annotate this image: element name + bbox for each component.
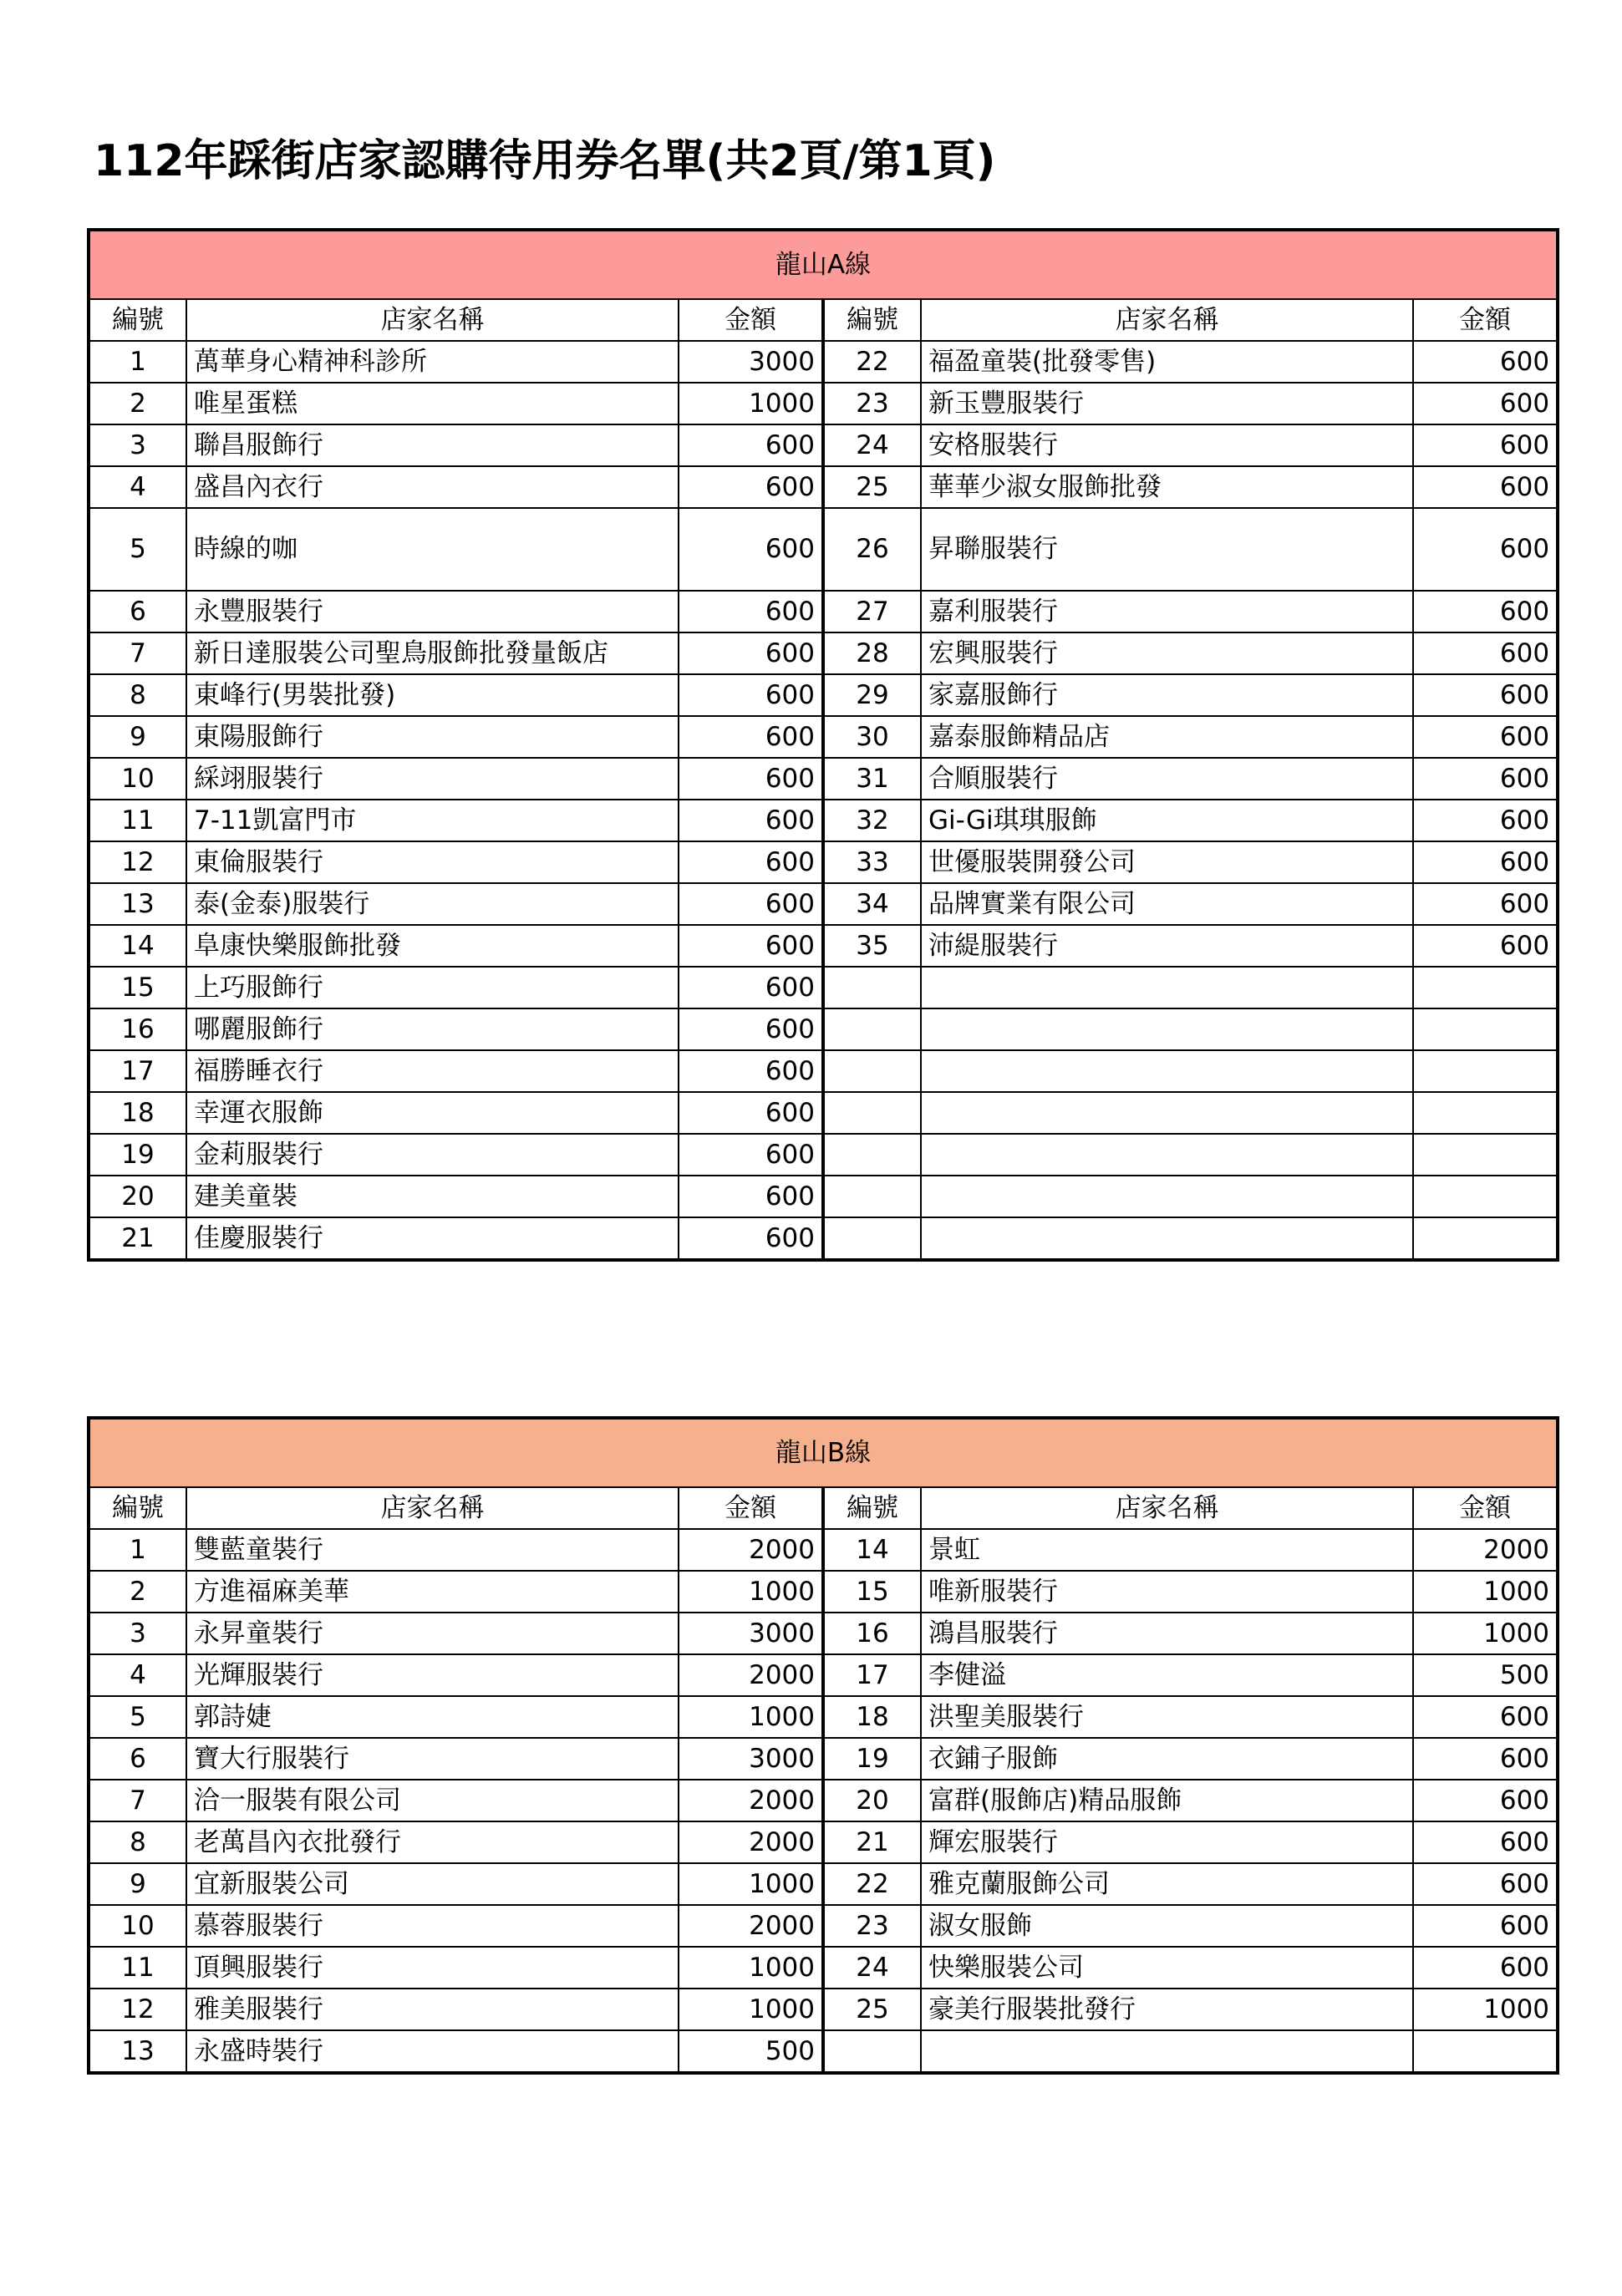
store-name: 永昇童裝行: [186, 1613, 679, 1654]
empty-cell: [921, 1092, 1413, 1134]
store-name: 品牌實業有限公司: [921, 883, 1413, 925]
table-row: [89, 1989, 1558, 2030]
entry-amount: 3000: [679, 1738, 823, 1780]
store-name: 福盈童裝(批發零售): [921, 341, 1413, 383]
empty-cell: [1413, 1008, 1558, 1050]
entry-amount: 2000: [1413, 1529, 1558, 1571]
entry-amount: 600: [679, 967, 823, 1008]
table-row: [89, 758, 1558, 800]
table-row: [89, 1092, 1558, 1134]
store-name: 世優服裝開發公司: [921, 841, 1413, 883]
store-name: 唯新服裝行: [921, 1571, 1413, 1613]
store-name: 沛緹服裝行: [921, 925, 1413, 967]
entry-number: 22: [823, 1863, 921, 1905]
entry-amount: 600: [679, 674, 823, 716]
entry-amount: 600: [1413, 1821, 1558, 1863]
entry-amount: 600: [1413, 466, 1558, 508]
entry-number: 5: [89, 1696, 186, 1738]
table-row: [89, 2030, 1558, 2073]
store-name: 東陽服飾行: [186, 716, 679, 758]
entry-number: 17: [823, 1654, 921, 1696]
table-row: [89, 591, 1558, 632]
entry-amount: 600: [679, 841, 823, 883]
store-name: 盛昌內衣行: [186, 466, 679, 508]
entry-number: 25: [823, 1989, 921, 2030]
store-name: 安格服裝行: [921, 424, 1413, 466]
store-name: 雅美服裝行: [186, 1989, 679, 2030]
entry-number: 13: [89, 2030, 186, 2073]
entry-amount: 600: [1413, 424, 1558, 466]
entry-amount: 600: [1413, 1780, 1558, 1821]
entry-amount: 600: [1413, 716, 1558, 758]
store-name: 宏興服裝行: [921, 632, 1413, 674]
entry-number: 18: [823, 1696, 921, 1738]
header-name: 店家名稱: [186, 1487, 679, 1529]
entry-number: 10: [89, 1905, 186, 1947]
entry-amount: 3000: [679, 341, 823, 383]
entry-amount: 1000: [1413, 1613, 1558, 1654]
store-name: 光輝服裝行: [186, 1654, 679, 1696]
entry-number: 6: [89, 1738, 186, 1780]
entry-amount: 600: [1413, 925, 1558, 967]
entry-number: 14: [823, 1529, 921, 1571]
entry-number: 16: [89, 1008, 186, 1050]
store-name: 阜康快樂服飾批發: [186, 925, 679, 967]
entry-number: 1: [89, 341, 186, 383]
entry-amount: 600: [1413, 758, 1558, 800]
store-name: 嘉泰服飾精品店: [921, 716, 1413, 758]
entry-amount: 1000: [679, 1696, 823, 1738]
entry-amount: 600: [679, 508, 823, 591]
entry-amount: 600: [679, 925, 823, 967]
header-amount: 金額: [679, 1487, 823, 1529]
section-title: 龍山A線: [89, 230, 1558, 299]
header-no: 編號: [823, 1487, 921, 1529]
table-row: [89, 800, 1558, 841]
entry-number: 9: [89, 716, 186, 758]
empty-cell: [921, 2030, 1413, 2073]
table-row: [89, 1654, 1558, 1696]
store-name: 慕蓉服裝行: [186, 1905, 679, 1947]
table-body: [89, 1529, 1558, 2073]
entry-number: 18: [89, 1092, 186, 1134]
empty-cell: [823, 1217, 921, 1260]
entry-amount: 600: [1413, 1947, 1558, 1989]
entry-amount: 600: [1413, 800, 1558, 841]
entry-amount: 2000: [679, 1780, 823, 1821]
entry-number: 33: [823, 841, 921, 883]
store-name: 新日達服裝公司聖鳥服飾批發量飯店: [186, 632, 679, 674]
store-name: 輝宏服裝行: [921, 1821, 1413, 1863]
store-name: 建美童裝: [186, 1176, 679, 1217]
entry-number: 10: [89, 758, 186, 800]
entry-number: 30: [823, 716, 921, 758]
store-name: 7-11凱富門市: [186, 800, 679, 841]
section-a-table: [87, 228, 1559, 1262]
store-name: 家嘉服飾行: [921, 674, 1413, 716]
empty-cell: [921, 1050, 1413, 1092]
entry-number: 15: [89, 967, 186, 1008]
table-row: [89, 674, 1558, 716]
header-amount: 金額: [1413, 299, 1558, 341]
store-name: 永豐服裝行: [186, 591, 679, 632]
entry-number: 25: [823, 466, 921, 508]
store-name: 景虹: [921, 1529, 1413, 1571]
header-no: 編號: [89, 299, 186, 341]
entry-amount: 600: [1413, 508, 1558, 591]
header-no: 編號: [89, 1487, 186, 1529]
entry-amount: 600: [679, 591, 823, 632]
store-name: 鴻昌服裝行: [921, 1613, 1413, 1654]
entry-number: 16: [823, 1613, 921, 1654]
empty-cell: [1413, 1092, 1558, 1134]
store-name: 新玉豐服裝行: [921, 383, 1413, 424]
store-name: 洽一服裝有限公司: [186, 1780, 679, 1821]
table-row: [89, 1050, 1558, 1092]
store-name: 昇聯服裝行: [921, 508, 1413, 591]
section-title: 龍山B線: [89, 1418, 1558, 1487]
empty-cell: [921, 1134, 1413, 1176]
entry-amount: 1000: [679, 1863, 823, 1905]
table-row: [89, 1176, 1558, 1217]
store-name: 泰(金泰)服裝行: [186, 883, 679, 925]
store-name: 老萬昌內衣批發行: [186, 1821, 679, 1863]
table-row: [89, 883, 1558, 925]
empty-cell: [823, 1008, 921, 1050]
empty-cell: [1413, 1134, 1558, 1176]
table-row: [89, 383, 1558, 424]
store-name: 聯昌服飾行: [186, 424, 679, 466]
table-row: [89, 424, 1558, 466]
entry-amount: 3000: [679, 1613, 823, 1654]
empty-cell: [823, 1134, 921, 1176]
entry-amount: 600: [679, 466, 823, 508]
empty-cell: [921, 967, 1413, 1008]
store-name: 幸運衣服飾: [186, 1092, 679, 1134]
table-row: [89, 1821, 1558, 1863]
entry-number: 8: [89, 674, 186, 716]
entry-amount: 600: [679, 1092, 823, 1134]
empty-cell: [921, 1176, 1413, 1217]
entry-amount: 600: [679, 1134, 823, 1176]
entry-amount: 2000: [679, 1654, 823, 1696]
entry-amount: 600: [1413, 383, 1558, 424]
entry-number: 14: [89, 925, 186, 967]
table-row: [89, 716, 1558, 758]
entry-amount: 600: [679, 800, 823, 841]
entry-number: 3: [89, 1613, 186, 1654]
table-row: [89, 1529, 1558, 1571]
table-body: [89, 341, 1558, 1260]
entry-number: 7: [89, 1780, 186, 1821]
entry-amount: 600: [1413, 1863, 1558, 1905]
entry-amount: 600: [679, 424, 823, 466]
entry-amount: 600: [679, 883, 823, 925]
header-name: 店家名稱: [921, 299, 1413, 341]
store-name: 時線的咖: [186, 508, 679, 591]
entry-amount: 600: [1413, 674, 1558, 716]
entry-number: 6: [89, 591, 186, 632]
entry-number: 20: [823, 1780, 921, 1821]
store-name: 寶大行服裝行: [186, 1738, 679, 1780]
store-name: Gi-Gi琪琪服飾: [921, 800, 1413, 841]
table-row: [89, 1738, 1558, 1780]
entry-number: 12: [89, 1989, 186, 2030]
empty-cell: [921, 1217, 1413, 1260]
store-name: 雙藍童裝行: [186, 1529, 679, 1571]
table-row: [89, 341, 1558, 383]
store-name: 永盛時裝行: [186, 2030, 679, 2073]
table-row: [89, 1008, 1558, 1050]
page-title: 112年踩街店家認購待用券名單(共2頁/第1頁): [94, 136, 996, 186]
empty-cell: [823, 1050, 921, 1092]
store-name: 宜新服裝公司: [186, 1863, 679, 1905]
entry-number: 27: [823, 591, 921, 632]
entry-amount: 2000: [679, 1905, 823, 1947]
table-row: [89, 1863, 1558, 1905]
entry-amount: 600: [679, 1176, 823, 1217]
table-row: [89, 508, 1558, 591]
entry-number: 29: [823, 674, 921, 716]
header-amount: 金額: [679, 299, 823, 341]
entry-amount: 600: [1413, 1696, 1558, 1738]
table-row: [89, 1947, 1558, 1989]
entry-number: 1: [89, 1529, 186, 1571]
entry-number: 35: [823, 925, 921, 967]
entry-number: 11: [89, 800, 186, 841]
entry-amount: 1000: [679, 1571, 823, 1613]
store-name: 郭詩婕: [186, 1696, 679, 1738]
entry-number: 24: [823, 1947, 921, 1989]
empty-cell: [823, 967, 921, 1008]
store-name: 淑女服飾: [921, 1905, 1413, 1947]
store-name: 唯星蛋糕: [186, 383, 679, 424]
table-row: [89, 841, 1558, 883]
entry-number: 4: [89, 1654, 186, 1696]
store-name: 華華少淑女服飾批發: [921, 466, 1413, 508]
entry-number: 8: [89, 1821, 186, 1863]
entry-amount: 600: [1413, 883, 1558, 925]
entry-amount: 600: [1413, 841, 1558, 883]
empty-cell: [1413, 1050, 1558, 1092]
entry-number: 17: [89, 1050, 186, 1092]
entry-amount: 2000: [679, 1821, 823, 1863]
entry-number: 23: [823, 1905, 921, 1947]
store-name: 金莉服裝行: [186, 1134, 679, 1176]
store-name: 雅克蘭服飾公司: [921, 1863, 1413, 1905]
entry-number: 9: [89, 1863, 186, 1905]
entry-number: 26: [823, 508, 921, 591]
store-name: 佳慶服裝行: [186, 1217, 679, 1260]
entry-number: 24: [823, 424, 921, 466]
store-name: 哪麗服飾行: [186, 1008, 679, 1050]
entry-amount: 600: [679, 1008, 823, 1050]
section-b-table: [87, 1416, 1559, 2075]
entry-number: 11: [89, 1947, 186, 1989]
entry-number: 22: [823, 341, 921, 383]
store-name: 方進福麻美華: [186, 1571, 679, 1613]
entry-number: 21: [89, 1217, 186, 1260]
table-row: [89, 1696, 1558, 1738]
entry-amount: 1000: [1413, 1989, 1558, 2030]
entry-amount: 600: [1413, 1738, 1558, 1780]
store-name: 李健溢: [921, 1654, 1413, 1696]
empty-cell: [1413, 967, 1558, 1008]
entry-number: 7: [89, 632, 186, 674]
store-name: 富群(服飾店)精品服飾: [921, 1780, 1413, 1821]
store-name: 東峰行(男裝批發): [186, 674, 679, 716]
empty-cell: [1413, 1176, 1558, 1217]
store-name: 萬華身心精神科診所: [186, 341, 679, 383]
entry-number: 28: [823, 632, 921, 674]
entry-amount: 600: [679, 1217, 823, 1260]
entry-number: 2: [89, 383, 186, 424]
table-row: [89, 1134, 1558, 1176]
store-name: 綵翊服裝行: [186, 758, 679, 800]
entry-amount: 600: [1413, 591, 1558, 632]
entry-amount: 600: [1413, 341, 1558, 383]
entry-amount: 1000: [1413, 1571, 1558, 1613]
entry-number: 19: [89, 1134, 186, 1176]
entry-amount: 2000: [679, 1529, 823, 1571]
table-row: [89, 1217, 1558, 1260]
table-row: [89, 1780, 1558, 1821]
table-row: [89, 1905, 1558, 1947]
entry-number: 5: [89, 508, 186, 591]
header-name: 店家名稱: [921, 1487, 1413, 1529]
entry-number: 19: [823, 1738, 921, 1780]
entry-number: 31: [823, 758, 921, 800]
entry-amount: 600: [1413, 1905, 1558, 1947]
entry-number: 32: [823, 800, 921, 841]
entry-amount: 1000: [679, 383, 823, 424]
empty-cell: [823, 1176, 921, 1217]
store-name: 衣鋪子服飾: [921, 1738, 1413, 1780]
entry-amount: 600: [1413, 632, 1558, 674]
entry-amount: 1000: [679, 1989, 823, 2030]
entry-number: 12: [89, 841, 186, 883]
store-name: 頂興服裝行: [186, 1947, 679, 1989]
table-row: [89, 1571, 1558, 1613]
store-name: 快樂服裝公司: [921, 1947, 1413, 1989]
table-row: [89, 632, 1558, 674]
empty-cell: [823, 2030, 921, 2073]
entry-number: 15: [823, 1571, 921, 1613]
entry-number: 34: [823, 883, 921, 925]
store-name: 嘉利服裝行: [921, 591, 1413, 632]
store-name: 東倫服裝行: [186, 841, 679, 883]
entry-amount: 600: [679, 758, 823, 800]
entry-number: 3: [89, 424, 186, 466]
entry-number: 13: [89, 883, 186, 925]
entry-number: 20: [89, 1176, 186, 1217]
store-name: 上巧服飾行: [186, 967, 679, 1008]
store-name: 豪美行服裝批發行: [921, 1989, 1413, 2030]
entry-number: 23: [823, 383, 921, 424]
table-row: [89, 967, 1558, 1008]
entry-amount: 500: [679, 2030, 823, 2073]
header-name: 店家名稱: [186, 299, 679, 341]
header-no: 編號: [823, 299, 921, 341]
store-name: 洪聖美服裝行: [921, 1696, 1413, 1738]
entry-amount: 600: [679, 632, 823, 674]
entry-amount: 600: [679, 716, 823, 758]
store-name: 合順服裝行: [921, 758, 1413, 800]
table-row: [89, 925, 1558, 967]
empty-cell: [823, 1092, 921, 1134]
entry-number: 2: [89, 1571, 186, 1613]
table-row: [89, 1613, 1558, 1654]
entry-amount: 500: [1413, 1654, 1558, 1696]
entry-amount: 600: [679, 1050, 823, 1092]
empty-cell: [1413, 1217, 1558, 1260]
empty-cell: [1413, 2030, 1558, 2073]
entry-number: 21: [823, 1821, 921, 1863]
entry-number: 4: [89, 466, 186, 508]
table-row: [89, 466, 1558, 508]
header-amount: 金額: [1413, 1487, 1558, 1529]
store-name: 福勝睡衣行: [186, 1050, 679, 1092]
entry-amount: 1000: [679, 1947, 823, 1989]
empty-cell: [921, 1008, 1413, 1050]
